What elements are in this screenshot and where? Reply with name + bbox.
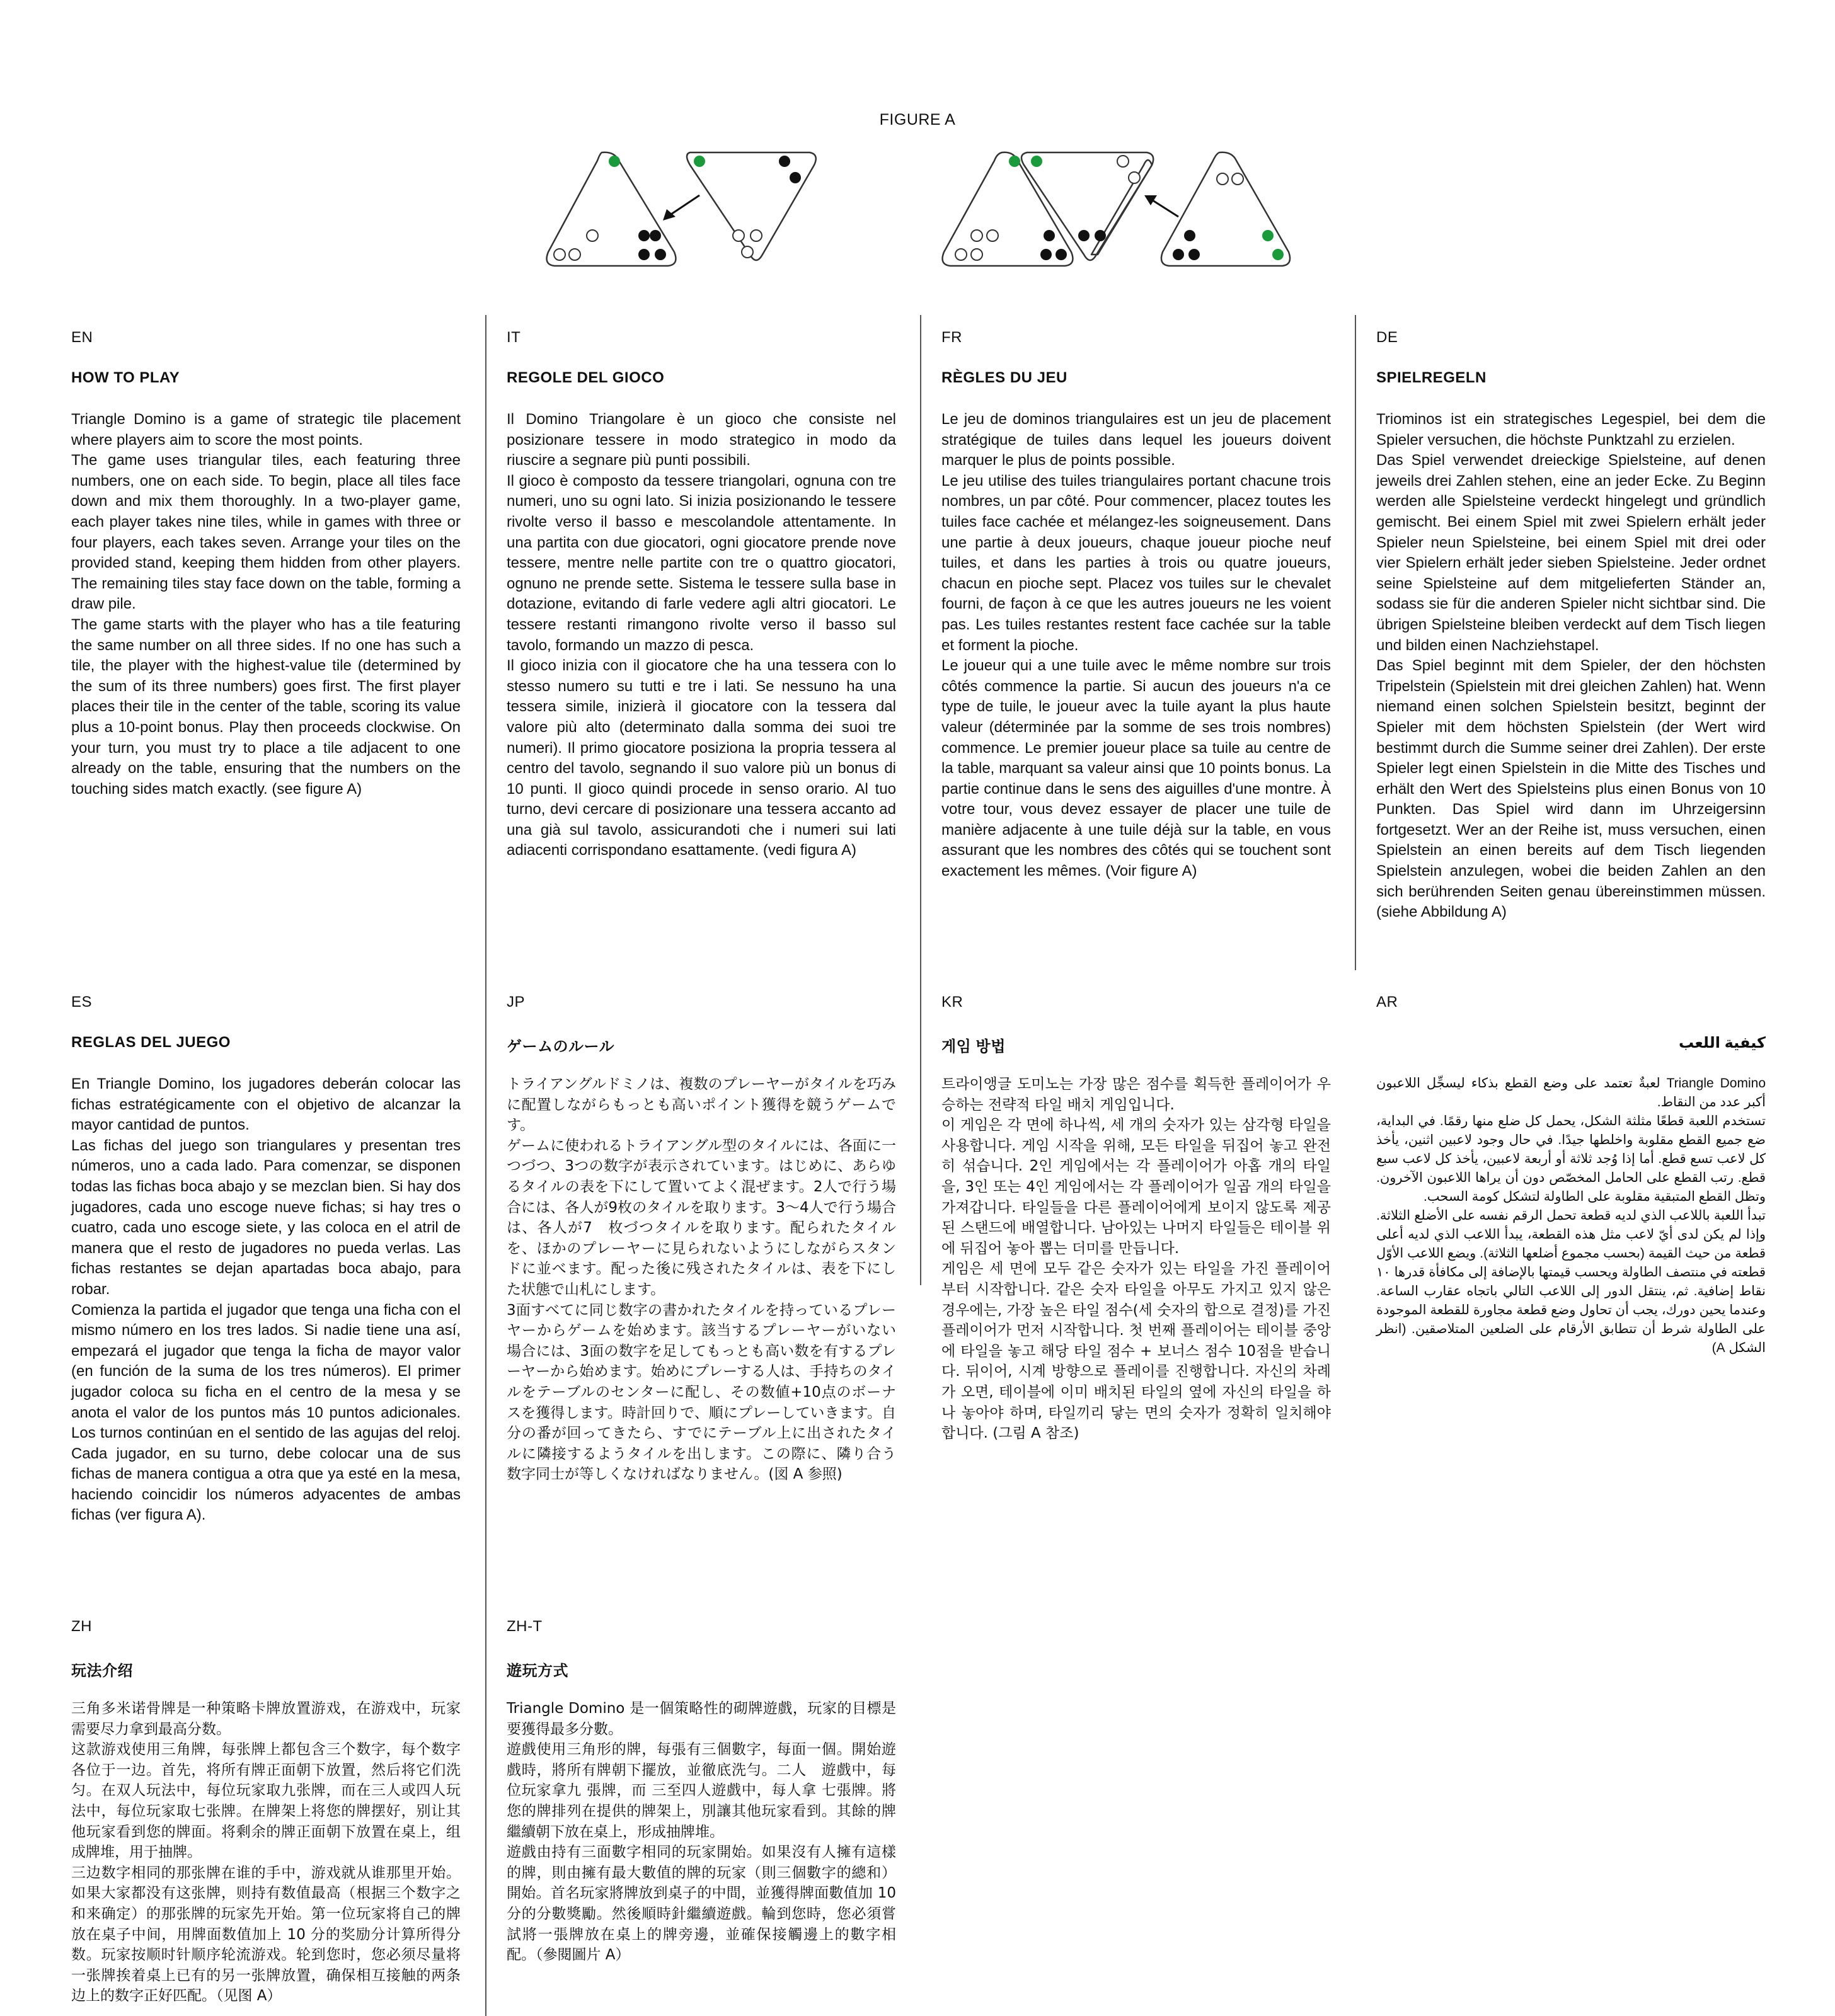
section-body bbox=[507, 1074, 896, 1485]
section-fr bbox=[941, 329, 1331, 882]
paragraph: 遊戲使用三角形的牌，每張有三個數字，每面一個。開始遊戲時，將所有牌朝下擺放，並徹底洗勻。二人 遊戲中，每位玩家拿九 張牌，而 三至四人遊戲中，每人拿 七張牌。將您的牌排列在提供的牌架上，別讓其他玩家看到。其餘的牌繼續朝下放在桌上，形成抽牌堆。 bbox=[507, 1741, 896, 1840]
section-body bbox=[1376, 410, 1766, 923]
pip bbox=[1232, 173, 1243, 185]
paragraph: Il gioco è composto da tessere triangolari, ognuna con tre numeri, uno su ogni lato. Si inizia posizionando le tessere rivolte verso il basso e mescolandole attentamente. In una partita con due giocatori, ogni giocatore prende nove tessere, mentre nelle partite con tre o quattro giocatori, ognuno ne prende sette. Sistema le tessere sulla base in dotazione, evitando di farle vedere agli altri giocatori. Le tessere restanti rimangono rivolte verso il basso sul tavolo, formando un mazzo di pesca. bbox=[507, 472, 896, 654]
section-body bbox=[507, 1698, 896, 1966]
pip bbox=[733, 230, 744, 241]
paragraph: 3面すべてに同じ数字の書かれたタイルを持っているプレーヤーからゲームを始めます。該当するプレーヤーがいない場合には、3面の数字を足してもっとも高い数を有するプレーヤーから始めます。始めにプレーする人は、手持ちのタイルをテーブルのセンターに配し、その数値+10点のボーナスを獲得します。時計回りで、順にプレーしていきます。自分の番が回ってきたら、すでにテーブル上に出されたタイルに隣接するようタイルを出します。この際に、隣り合う数字同士が等しくなければなりません。(図 A 参照) bbox=[507, 1302, 896, 1483]
pip bbox=[1188, 249, 1200, 260]
pip bbox=[1078, 230, 1090, 241]
paragraph: トライアングルドミノは、複数のプレーヤーがタイルを巧みに配置しながらもっとも高いポイント獲得を競うゲームです。 bbox=[507, 1076, 896, 1134]
language-code: ZH bbox=[71, 1618, 92, 1635]
pip bbox=[569, 249, 580, 260]
section-body bbox=[941, 1074, 1331, 1444]
pip bbox=[779, 156, 790, 167]
language-code: IT bbox=[507, 329, 521, 346]
paragraph: Le jeu de dominos triangulaires est un jeu de placement stratégique de tuiles dans lequel les joueurs doivent marquer le plus de points possible. bbox=[941, 411, 1331, 469]
pip bbox=[650, 230, 661, 241]
paragraph: 三角多米诺骨牌是一种策略卡牌放置游戏，在游戏中，玩家需要尽力拿到最高分数。 bbox=[71, 1700, 461, 1738]
section-body bbox=[1376, 1074, 1766, 1358]
language-code: ES bbox=[71, 994, 93, 1011]
paragraph: 게임은 세 면에 모두 같은 숫자가 있는 타일을 가진 플레이어부터 시작합니다. 같은 숫자 타일을 아무도 가지고 있지 않은 경우에는, 가장 높은 타일 점수(세 숫자의 합으로 결정)를 가진 플레이어가 먼저 시작합니다. 첫 번째 플레이어는 테이블 중앙에 타일을 놓고 해당 타일 점수 + 보너스 점수 10점을 받습니다. 뒤이어, 시계 방향으로 플레이를 진행합니다. 자신의 차례가 오면, 테이블에 이미 배치된 타일의 옆에 자신의 타일을 하나 놓아야 하며, 타일끼리 닿는 면의 숫자가 정확히 일치해야 합니다. (그림 A 참조) bbox=[941, 1261, 1331, 1442]
pip bbox=[987, 230, 998, 241]
column-divider bbox=[485, 315, 486, 2016]
paragraph: 遊戲由持有三面數字相同的玩家開始。如果沒有人擁有這樣的牌，則由擁有最大數值的牌的玩家（則三個數字的總和）開始。首名玩家將牌放到桌子的中間，並獲得牌面數值加 10 分的分數獎勵。然後順時針繼續遊戲。輪到您時，您必須嘗試將一張牌放在桌上的牌旁邊，並確保接觸邊上的數字相配。（參閱圖片 A） bbox=[507, 1844, 896, 1964]
paragraph: Le joueur qui a une tuile avec le même nombre sur trois côtés commence la partie. Si aucun des joueurs n'a ce type de tuile, le joueur avec la tuile ayant la plus haute valeur (déterminée par la somme de ses trois nombres) commence. Le premier joueur place sa tuile au centre de la table, marquant sa valeur ainsi que 10 points bonus. La partie continue dans le sens des aiguilles d'une montre. À votre tour, vous devez essayer de placer une tuile de manière adjacente à une tuile déjà sur la table, en vous assurant que les nombres des côtés qui se touchent sont exactement les mêmes. (Voir figure A) bbox=[941, 657, 1331, 880]
arrow-head bbox=[1144, 195, 1157, 205]
pip bbox=[1184, 230, 1195, 241]
paragraph: 三边数字相同的那张牌在谁的手中，游戏就从谁那里开始。如果大家都没有这张牌，则持有数值最高（根据三个数字之和来确定）的那张牌的玩家先开始。第一位玩家将自己的牌放在桌子中间，用牌面数值加上 10 分的奖励分计算所得分数。玩家按顺时针顺序轮流游戏。轮到您时，您必须尽量将一张牌挨着桌上已有的另一张牌放置，确保相互接触的两条边上的数字正好匹配。（见图 A） bbox=[71, 1864, 461, 2005]
section-body bbox=[71, 1698, 461, 2007]
pip bbox=[554, 249, 565, 260]
paragraph: 트라이앵글 도미노는 가장 많은 점수를 획득한 플레이어가 우승하는 전략적 타일 배치 게임입니다. bbox=[941, 1076, 1331, 1113]
language-code: FR bbox=[941, 329, 962, 346]
section-title: RÈGLES DU JEU bbox=[941, 369, 1067, 386]
tile-right-4 bbox=[1161, 152, 1290, 266]
paragraph: 이 게임은 각 면에 하나씩, 세 개의 숫자가 있는 삼각형 타일을 사용합니다. 게임 시작을 위해, 모든 타일을 뒤집어 놓고 완전히 섞습니다. 2인 게임에서는 각 플레이어가 아홉 개의 타일을, 3인 또는 4인 게임에서는 각 플레이어가 일곱 개의 타일을 가져갑니다. 타일들을 다른 플레이어에게 보이지 않도록 제공된 스탠드에 배열합니다. 남아있는 나머지 타일들은 테이블 위에 뒤집어 놓아 뽑는 더미를 만듭니다. bbox=[941, 1117, 1331, 1257]
paragraph: Il gioco inizia con il giocatore che ha una tessera con lo stesso numero su tutti e tre i lati. Se nessuno ha una tessera simile, inizierà il giocatore con la tessera dal valore più alto (determinato dalla somma dei suoi tre numeri). Il primo giocatore posiziona la propria tessera al centro del tavolo, segnando il suo valore più un bonus di 10 punti. Il gioco quindi procede in senso orario. Al tuo turno, devi cercare di posizionare una tessera accanto ad una già sul tavolo, assicurandoti che i numeri sui lati adiacenti corrispondano esattamente. (vedi figura A) bbox=[507, 657, 896, 859]
tile-left-2 bbox=[687, 152, 816, 260]
paragraph: The game uses triangular tiles, each featuring three numbers, one on each side. To begin, place all tiles face down and mix them thoroughly. In a two-player game, each player takes nine tiles, while in games with three or four players, each takes seven. Arrange your tiles on the provided stand, keeping them hidden from other players. The remaining tiles stay face down on the table, forming a draw pile. bbox=[71, 452, 461, 613]
pip bbox=[1173, 249, 1184, 260]
paragraph: تبدأ اللعبة باللاعب الذي لديه قطعة تحمل الرقم نفسه على الأضلع الثلاثة. وإذا لم يكن لدى أيّ لاعب مثل هذه القطعة، يبدأ اللاعب الذي لديه أعلى قطعة من حيث القيمة (بحسب مجموع أضلعها الثلاثة). ويضع اللاعب الأوّل قطعته في منتصف الطاولة ويحسب قيمتها بالإضافة إلى مكافأة قدرها ١٠ نقاط إضافية. ثم، ينتقل الدور إلى اللاعب التالي باتجاه عقارب الساعة. وعندما يحين دورك، يجب أن تحاول وضع قطعة مجاورة للقطعة الموجودة على الطاولة شرط أن تتطابق الأرقام على الضلعين المتلاصقين. (انظر الشكل A) bbox=[1376, 1208, 1766, 1355]
pip bbox=[971, 249, 982, 260]
section-jp bbox=[507, 994, 896, 1485]
language-code: AR bbox=[1376, 994, 1398, 1011]
paragraph: Las fichas del juego son triangulares y presentan tres números, uno a cada lado. Para comenzar, se disponen todas las fichas boca abajo y se mezclan bien. Si hay dos jugadores, cada uno escoge nueve fichas; si hay tres o cuatro, cada uno escoge siete, y las coloca en el atril de manera que el resto de jugadores no pueda verlas. Las fichas restantes se dejan apartadas boca abajo, para robar. bbox=[71, 1137, 461, 1298]
column-divider bbox=[920, 315, 921, 1285]
section-title: 遊玩方式 bbox=[507, 1663, 568, 1680]
figure-a-diagram bbox=[0, 0, 1835, 277]
pip bbox=[1217, 173, 1228, 185]
section-kr bbox=[941, 994, 1331, 1444]
language-code: ZH-T bbox=[507, 1618, 543, 1635]
pip bbox=[1117, 156, 1129, 167]
pip bbox=[587, 230, 598, 241]
language-code: DE bbox=[1376, 329, 1398, 346]
figure-title: FIGURE A bbox=[879, 111, 956, 129]
pip bbox=[790, 172, 801, 183]
pip bbox=[955, 249, 967, 260]
paragraph: Das Spiel beginnt mit dem Spieler, der den höchsten Tripelstein (Spielstein mit drei gleichen Zahlen) hat. Wenn niemand einen solchen Spielstein besitzt, beginnt der Spieler mit dem höchsten Spielstein (der Wert wird bestimmt durch die Summe seiner drei Zahlen). Der erste Spieler legt einen Spielstein in die Mitte des Tisches und erhält den Wert des Spielsteins plus einen Bonus von 10 Punkten. Das Spiel wird dann im Uhrzeigersinn fortgesetzt. Wer an der Reihe ist, muss versuchen, einen Spielstein an einen bereits auf dem Tisch liegenden Spielstein anzulegen, wobei die beiden Zahlen an den sich berührenden Seiten genau übereinstimmen müssen. (siehe Abbildung A) bbox=[1376, 657, 1766, 921]
paragraph: Comienza la partida el jugador que tenga una ficha con el mismo número en los tres lados. Si nadie tiene una así, empezará el jugador que tenga la ficha de mayor valor (en función de la suma de los tres números). El primer jugador coloca su ficha en el centro de la mesa y se anota el valor de los puntos más 10 puntos adicionales. Los turnos continúan en el sentido de las agujas del reloj. Cada jugador, en su turno, debe colocar una de sus fichas de manera contigua a otra que ya esté en la mesa, haciendo coincidir los números adyacentes de ambas fichas (ver figura A). bbox=[71, 1301, 461, 1524]
paragraph: En Triangle Domino, los jugadores deberán colocar las fichas estratégicamente con el objetivo de alcanzar la mayor cantidad de puntos. bbox=[71, 1075, 461, 1134]
paragraph: Triominos ist ein strategisches Legespiel, bei dem die Spieler versuchen, die höchste Punktzahl zu erzielen. bbox=[1376, 411, 1766, 449]
section-body bbox=[941, 410, 1331, 882]
paragraph: Triangle Domino لعبةٌ تعتمد على وضع القطع بذكاء ليسجِّل اللاعبون أكبر عدد من النقاط. bbox=[1376, 1076, 1766, 1109]
pip bbox=[1095, 230, 1106, 241]
pip bbox=[751, 230, 762, 241]
section-title: REGOLE DEL GIOCO bbox=[507, 369, 665, 386]
paragraph: تستخدم اللعبة قطعًا مثلثة الشكل، يحمل كل ضلع منها رقمًا. في البداية، ضع جميع القطع مقلوبة واخلطها جيدًا. في حال وجود لاعبين اثنين، يأخذ كل لاعب تسع قطع. أما إذا وُجد ثلاثة أو أربعة لاعبين، يأخذ كل لاعب سبع قطع. رتب القطع على الحامل المخصّص دون أن يراها اللاعبون الآخرون. وتظل القطع المتبقية مقلوبة على الطاولة لتشكل كومة السحب. bbox=[1376, 1114, 1766, 1204]
section-title: كيفية اللعب bbox=[1678, 1034, 1766, 1051]
pip bbox=[638, 249, 650, 260]
pip bbox=[1272, 249, 1284, 260]
section-zh-t bbox=[507, 1618, 896, 1966]
section-ar bbox=[1376, 994, 1766, 1358]
pip bbox=[971, 230, 982, 241]
arrow-icon bbox=[1151, 199, 1178, 217]
section-body bbox=[71, 1074, 461, 1526]
pip bbox=[638, 230, 650, 241]
language-code: EN bbox=[71, 329, 93, 346]
pip bbox=[609, 156, 620, 167]
paragraph: Triangle Domino is a game of strategic tile placement where players aim to score the most points. bbox=[71, 411, 461, 449]
pip bbox=[1129, 172, 1140, 183]
pip bbox=[1044, 230, 1055, 241]
section-title: 玩法介绍 bbox=[71, 1663, 133, 1680]
paragraph: Il Domino Triangolare è un gioco che consiste nel posizionare tessere in modo strategico in modo da riuscire a segnare più punti possibili. bbox=[507, 411, 896, 469]
section-body bbox=[71, 410, 461, 799]
section-es bbox=[71, 994, 461, 1526]
section-title: ゲームのルール bbox=[507, 1038, 615, 1055]
pip bbox=[655, 249, 666, 260]
paragraph: The game starts with the player who has a tile featuring the same number on all three sides. If no one has such a tile, the player with the highest-value tile (determined by the sum of its three numbers) goes first. The first player places their tile in the center of the table, scoring its value plus a 10-point bonus. Play then proceeds clockwise. On your turn, you must try to place a tile adjacent to one already on the table, ensuring that the numbers on the touching sides match exactly. (see figure A) bbox=[71, 616, 461, 798]
arrow-head bbox=[663, 209, 676, 220]
section-body bbox=[507, 410, 896, 861]
paragraph: 这款游戏使用三角牌，每张牌上都包含三个数字，每个数字各位于一边。首先，将所有牌正面朝下放置，然后将它们洗匀。在双人玩法中，每位玩家取九张牌，而在三人或四人玩法中，每位玩家取七张牌。在牌架上将您的牌摆好，别让其他玩家看到您的牌面。将剩余的牌正面朝下放置在桌上，组成牌堆，用于抽牌。 bbox=[71, 1741, 461, 1861]
pip bbox=[1040, 249, 1052, 260]
paragraph: ゲームに使われるトライアングル型のタイルには、各面に一つづつ、3つの数字が表示されています。はじめに、あらゆるタイルの表を下にして置いてよく混ぜます。2人で行う場合には、各人が9枚のタイルを取ります。3〜4人で行う場合は、各人が7 枚づつタイルを取ります。配られたタイルを、ほかのプレーヤーに見られないようにしながらスタンドに並べます。配った後に残されたタイルは、表を下にした状態で山札にします。 bbox=[507, 1137, 896, 1298]
section-title: SPIELREGELN bbox=[1376, 369, 1487, 386]
paragraph: Das Spiel verwendet dreieckige Spielsteine, auf denen jeweils drei Zahlen stehen, eine an jeder Ecke. Zu Beginn werden alle Spielsteine verdeckt hingelegt und gründlich gemischt. Bei einem Spiel mit zwei Spielern erhält jeder Spieler neun Spielsteine, bei einem Spiel mit drei oder vier Spielern erhält jeder sieben Spielsteine. Jeder ordnet seine Spielsteine auf dem mitgelieferten Ständer an, sodass sie für die anderen Spieler nicht sichtbar sind. Die übrigen Spielsteine bleiben verdeckt auf dem Tisch liegen und bilden einen Nachziehstapel. bbox=[1376, 452, 1766, 654]
section-title: REGLAS DEL JUEGO bbox=[71, 1034, 231, 1051]
arrow-icon bbox=[669, 195, 699, 215]
pip bbox=[742, 246, 753, 258]
language-code: JP bbox=[507, 994, 526, 1011]
pip bbox=[1009, 156, 1020, 167]
paragraph: Triangle Domino 是一個策略性的砌牌遊戲，玩家的目標是要獲得最多分數。 bbox=[507, 1700, 896, 1738]
pip bbox=[1262, 230, 1274, 241]
section-title: HOW TO PLAY bbox=[71, 369, 180, 386]
language-code: KR bbox=[941, 994, 964, 1011]
paragraph: Le jeu utilise des tuiles triangulaires portant chacune trois nombres, un par côté. Pour commencer, placez toutes les tuiles face cachée et mélangez-les soigneusement. Dans une partie à deux joueurs, chaque joueur pioche neuf tuiles, et dans les parties à trois ou quatre joueurs, chacun en pioche sept. Placez vos tuiles sur le chevalet fourni, de façon à ce que les autres joueurs ne les voient pas. Les tuiles restantes restent face cachée sur la table et forment la pioche. bbox=[941, 472, 1331, 654]
section-zh bbox=[71, 1618, 461, 2007]
section-en bbox=[71, 329, 461, 799]
column-divider bbox=[1355, 315, 1356, 970]
section-it bbox=[507, 329, 896, 861]
tile-left-1 bbox=[547, 152, 676, 266]
section-de bbox=[1376, 329, 1766, 923]
pip bbox=[1031, 156, 1042, 167]
pip bbox=[694, 156, 705, 167]
section-title: 게임 방법 bbox=[941, 1038, 1006, 1055]
pip bbox=[1056, 249, 1067, 260]
